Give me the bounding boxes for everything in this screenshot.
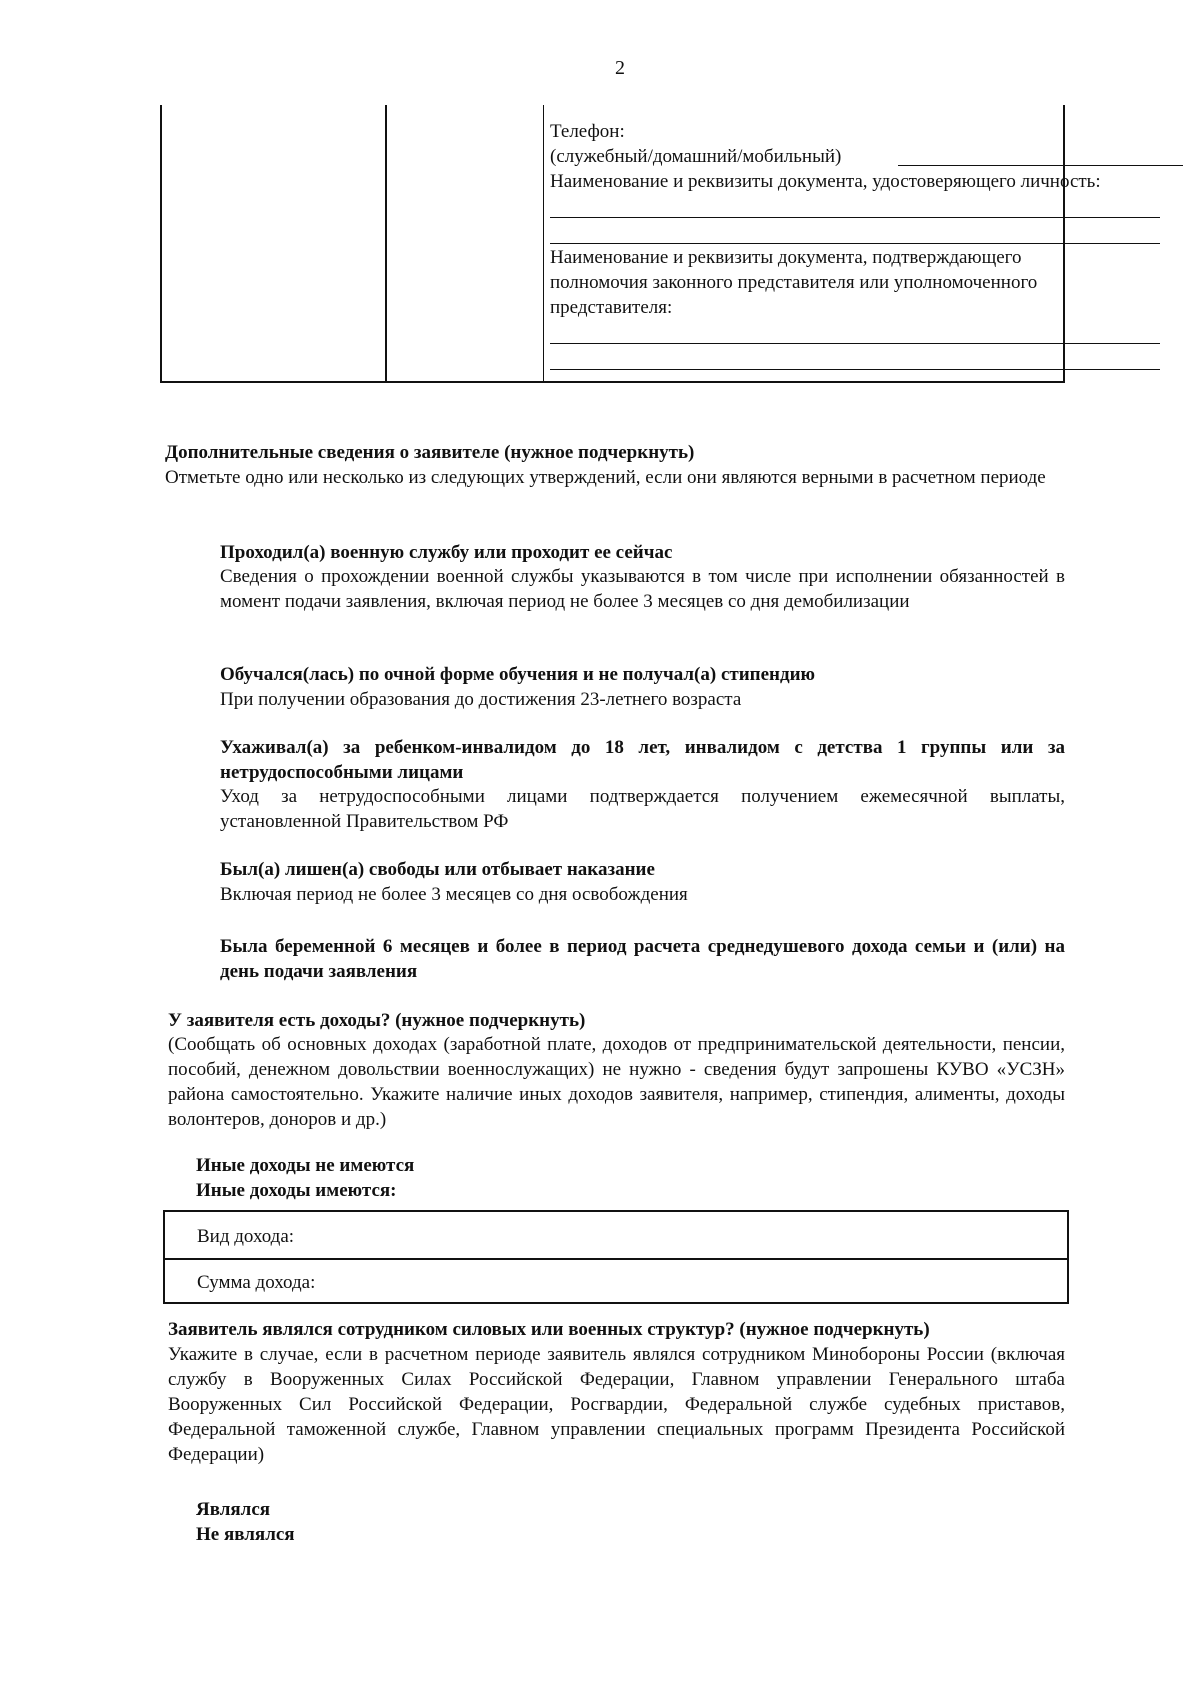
table-inner-divider [543,105,544,383]
phone-types: (служебный/домашний/мобильный) [550,146,842,167]
additional-info-intro: Отметьте одно или несколько из следующих утверждений, если они являются верными в расчетном периоде [165,467,1046,488]
security-desc: Укажите в случае, если в расчетном периоде заявитель являлся сотрудником Минобороны России (включая службу в Вооруженных Силах Российской Федерации, Главном управлении Генерального штаба Вооруженных Сил Российской Федерации, Росгвардии, Федеральной службе судебных приставов, Федеральной таможенной службе, Главном управлении специальных программ Президента Российской Федерации) [168,1344,1065,1465]
id-document-label: Наименование и реквизиты документа, удостоверяющего личность: [550,171,1101,192]
income-table-row-divider [165,1258,1067,1260]
table-left-border [160,105,162,383]
option-imprisonment-desc: Включая период не более 3 месяцев со дня освобождения [220,884,688,905]
other-income-table [163,1210,1069,1304]
security-heading: Заявитель являлся сотрудником силовых или военных структур? (нужное подчеркнуть) [168,1319,930,1340]
authority-document-line-1[interactable] [550,343,1160,344]
option-caregiver[interactable]: Ухаживал(а) за ребенком-инвалидом до 18 лет, инвалидом с детства 1 группы или за нетрудоспособными лицами [220,737,1065,783]
page-number: 2 [615,57,625,79]
option-full-time-study[interactable]: Обучался(лась) по очной форме обучения и не получал(а) стипендию [220,664,816,685]
option-has-other-income[interactable]: Иные доходы имеются: [196,1180,397,1201]
option-caregiver-desc: Уход за нетрудоспособными лицами подтверждается получением ежемесячной выплаты, установленной Правительством РФ [220,786,1065,832]
income-heading: У заявителя есть доходы? (нужное подчеркнуть) [168,1010,586,1031]
authority-document-label-line1: Наименование и реквизиты документа, подтверждающего [550,247,1022,268]
phone-input-line[interactable] [898,165,1183,166]
table-right-border [1063,105,1065,383]
authority-document-line-2[interactable] [550,369,1160,370]
table-bottom-border [160,381,1065,383]
authority-document-label-line2: полномочия законного представителя или уполномоченного [550,272,1038,293]
option-imprisonment[interactable]: Был(а) лишен(а) свободы или отбывает наказание [220,859,655,880]
id-document-line-1[interactable] [550,217,1160,218]
authority-document-label-line3: представителя: [550,297,673,318]
income-amount-label: Сумма дохода: [197,1272,316,1293]
id-document-line-2[interactable] [550,243,1160,244]
option-was-not-employee[interactable]: Не являлся [196,1524,295,1545]
option-was-employee[interactable]: Являлся [196,1499,271,1520]
option-pregnancy[interactable]: Была беременной 6 месяцев и более в период расчета среднедушевого дохода семьи и (или) на день подачи заявления [220,936,1065,982]
option-military-service-desc: Сведения о прохождении военной службы указываются в том числе при исполнении обязанностей в момент подачи заявления, включая период не более 3 месяцев со дня демобилизации [220,566,1065,612]
option-no-other-income[interactable]: Иные доходы не имеются [196,1155,415,1176]
option-full-time-study-desc: При получении образования до достижения 23-летнего возраста [220,689,742,710]
additional-info-heading: Дополнительные сведения о заявителе (нужное подчеркнуть) [165,442,695,463]
income-type-label: Вид дохода: [197,1226,295,1247]
table-column-divider [385,105,387,383]
phone-label: Телефон: [550,121,625,142]
income-note: (Сообщать об основных доходах (заработной плате, доходов от предпринимательской деятельности, пенсии, пособий, денежном довольствии военнослужащих) не нужно - сведения будут запрошены КУВО «УСЗН» района самостоятельно. Укажите наличие иных доходов заявителя, например, стипендия, алименты, доходы волонтеров, доноров и др.) [168,1034,1065,1130]
applicant-contacts-table [160,105,1101,383]
option-military-service[interactable]: Проходил(а) военную службу или проходит ее сейчас [220,542,673,563]
